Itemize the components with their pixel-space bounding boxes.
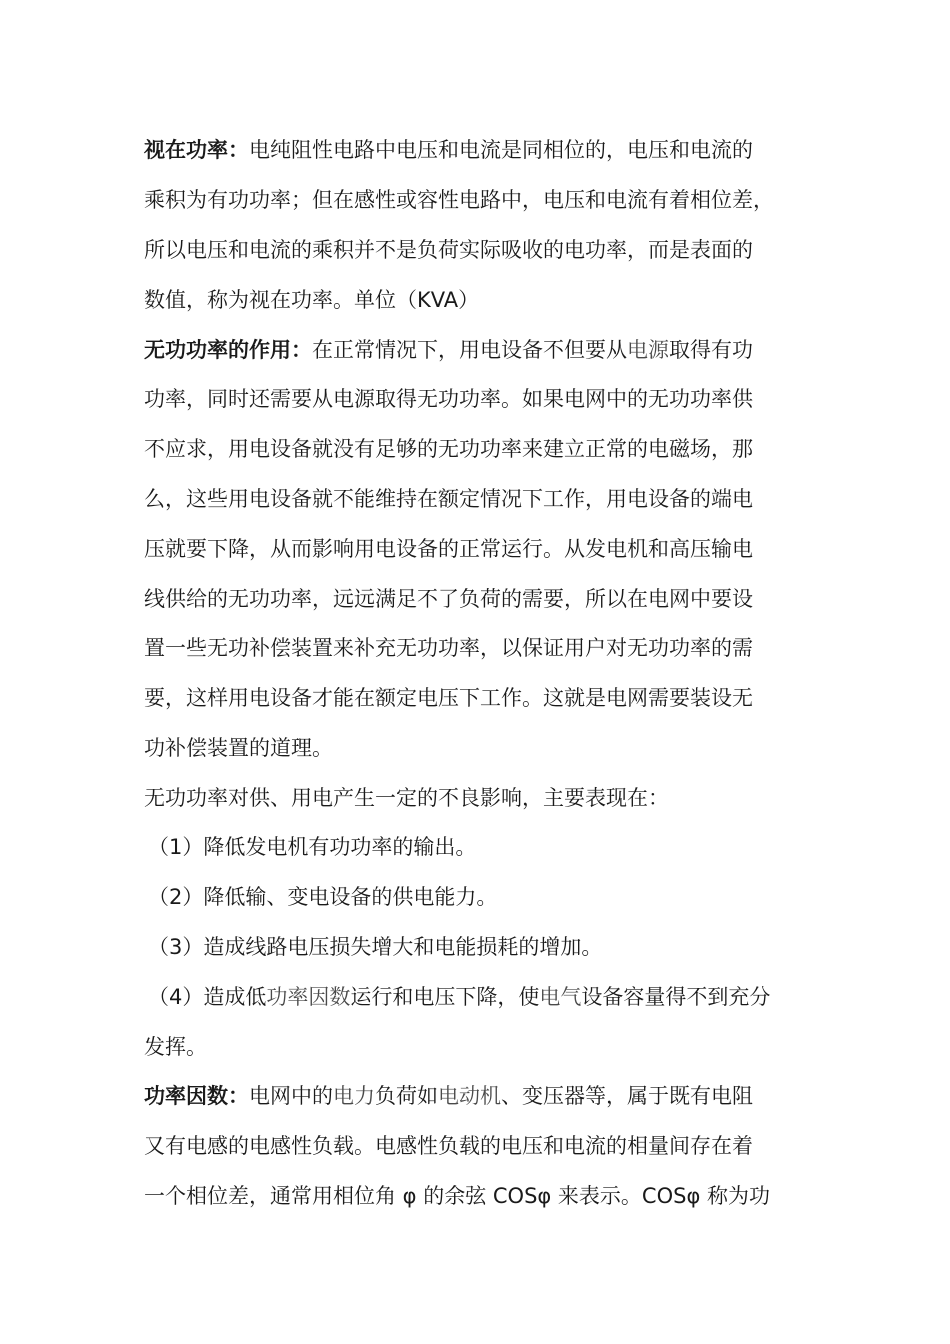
reactive-role-line-6: 线供给的无功功率，远远满足不了负荷的需要，所以在电网中要设 <box>144 587 753 611</box>
effects-item-4 <box>148 982 770 1012</box>
reactive-role-line-5: 压就要下降，从而影响用电设备的正常运行。从发电机和高压输电 <box>144 537 753 561</box>
reactive-role-term: 无功功率的作用： <box>144 338 312 362</box>
text-span: 取得有功 <box>669 338 753 362</box>
motor-link[interactable]: 电动机 <box>438 1084 501 1108</box>
reactive-role-line-4: 么，这些用电设备就不能维持在额定情况下工作，用电设备的端电 <box>144 487 753 511</box>
reactive-role-line-3: 不应求，用电设备就没有足够的无功功率来建立正常的电磁场，那 <box>144 437 753 461</box>
power-factor-line-1 <box>144 1081 753 1111</box>
apparent-power-line-1 <box>144 135 753 165</box>
power-factor-line-2: 又有电感的电感性负载。电感性负载的电压和电流的相量间存在着 <box>144 1134 753 1158</box>
effects-item-2: （2）降低输、变电设备的供电能力。 <box>148 885 498 909</box>
apparent-power-term: 视在功率： <box>144 138 249 162</box>
text-span: 、变压器等，属于既有电阻 <box>501 1084 753 1108</box>
reactive-role-line-7: 置一些无功补偿装置来补充无功功率，以保证用户对无功功率的需 <box>144 636 753 660</box>
text-span: 电网中的 <box>249 1084 333 1108</box>
power-factor-link[interactable]: 功率因数 <box>266 985 351 1009</box>
text-span: 在正常情况下，用电设备不但要从 <box>312 338 627 362</box>
text-span: 设备容量得不到充分 <box>581 985 771 1009</box>
reactive-role-line-2: 功率，同时还需要从电源取得无功功率。如果电网中的无功功率供 <box>144 387 753 411</box>
electric-power-link[interactable]: 电力 <box>333 1084 375 1108</box>
effects-intro: 无功功率对供、用电产生一定的不良影响，主要表现在： <box>144 786 669 810</box>
power-factor-line-3: 一个相位差，通常用相位角 φ 的余弦 COSφ 来表示。COSφ 称为功 <box>144 1184 770 1208</box>
text-span: 运行和电压下降，使 <box>350 985 540 1009</box>
effects-item-3: （3）造成线路电压损失增大和电能损耗的增加。 <box>148 935 603 959</box>
apparent-power-line-4: 数值，称为视在功率。单位（KVA） <box>144 288 480 312</box>
effects-item-4-continued: 发挥。 <box>144 1035 207 1059</box>
text-span: （4）造成低 <box>148 985 267 1009</box>
text-span: 负荷如 <box>375 1084 438 1108</box>
reactive-role-line-1 <box>144 335 753 365</box>
electrical-link[interactable]: 电气 <box>539 985 582 1009</box>
text-span: 电纯阻性电路中电压和电流是同相位的，电压和电流的 <box>249 138 753 162</box>
apparent-power-line-2: 乘积为有功功率；但在感性或容性电路中，电压和电流有着相位差， <box>144 188 774 212</box>
effects-item-1: （1）降低发电机有功功率的输出。 <box>148 835 477 859</box>
reactive-role-line-8: 要，这样用电设备才能在额定电压下工作。这就是电网需要装设无 <box>144 686 753 710</box>
reactive-role-line-9: 功补偿装置的道理。 <box>144 736 333 760</box>
power-factor-term: 功率因数： <box>144 1084 249 1108</box>
power-source-link[interactable]: 电源 <box>627 338 669 362</box>
apparent-power-line-3: 所以电压和电流的乘积并不是负荷实际吸收的电功率，而是表面的 <box>144 238 753 262</box>
